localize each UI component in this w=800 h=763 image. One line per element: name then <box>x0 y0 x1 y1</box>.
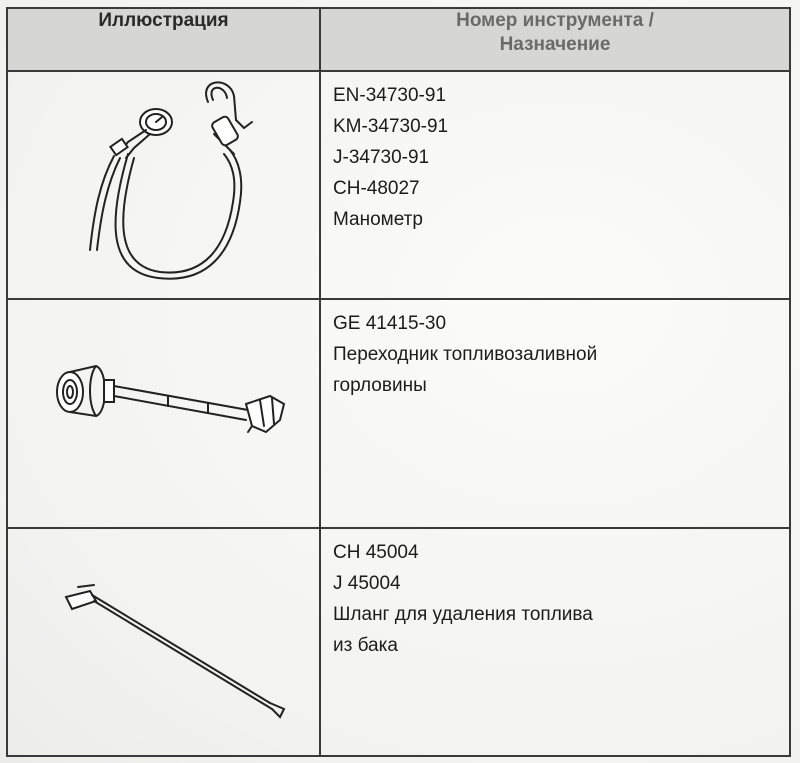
table-row <box>7 528 790 756</box>
tool-purpose: Шланг для удаления топлива <box>333 603 593 625</box>
pressure-gauge-icon <box>8 72 319 296</box>
header-tool-number-line2: Назначение <box>499 34 611 55</box>
tool-purpose: Манометр <box>333 208 423 230</box>
header-illustration <box>7 8 320 71</box>
table-row <box>7 71 790 299</box>
tool-number: CH 45004 <box>333 541 419 563</box>
fuel-filler-adapter-icon <box>8 300 319 524</box>
tool-number: J-34730-91 <box>333 146 430 168</box>
header-illustration-label: Иллюстрация <box>98 10 229 31</box>
tool-info-cell <box>320 299 790 527</box>
tool-number: KM-34730-91 <box>333 115 449 137</box>
header-tool-number-line1: Номер инструмента / <box>456 10 654 31</box>
table-row <box>7 299 790 527</box>
tool-purpose: Переходник топливозаливной <box>333 344 598 366</box>
tool-number: GE 41415-30 <box>333 313 447 335</box>
tool-info-cell <box>320 528 790 756</box>
tool-purpose: горловины <box>333 375 427 397</box>
tool-number: EN-34730-91 <box>333 84 447 106</box>
tool-purpose: из бака <box>333 634 398 656</box>
header-tool-number <box>320 8 790 71</box>
fuel-drain-hose-icon <box>8 529 319 753</box>
tool-info-cell <box>320 71 790 299</box>
tool-number: J 45004 <box>333 572 401 594</box>
tool-table <box>6 7 791 757</box>
illustration-cell <box>7 528 320 756</box>
illustration-cell <box>7 299 320 527</box>
table-header-row <box>7 8 790 71</box>
tool-number: CH-48027 <box>333 177 420 199</box>
illustration-cell <box>7 71 320 299</box>
